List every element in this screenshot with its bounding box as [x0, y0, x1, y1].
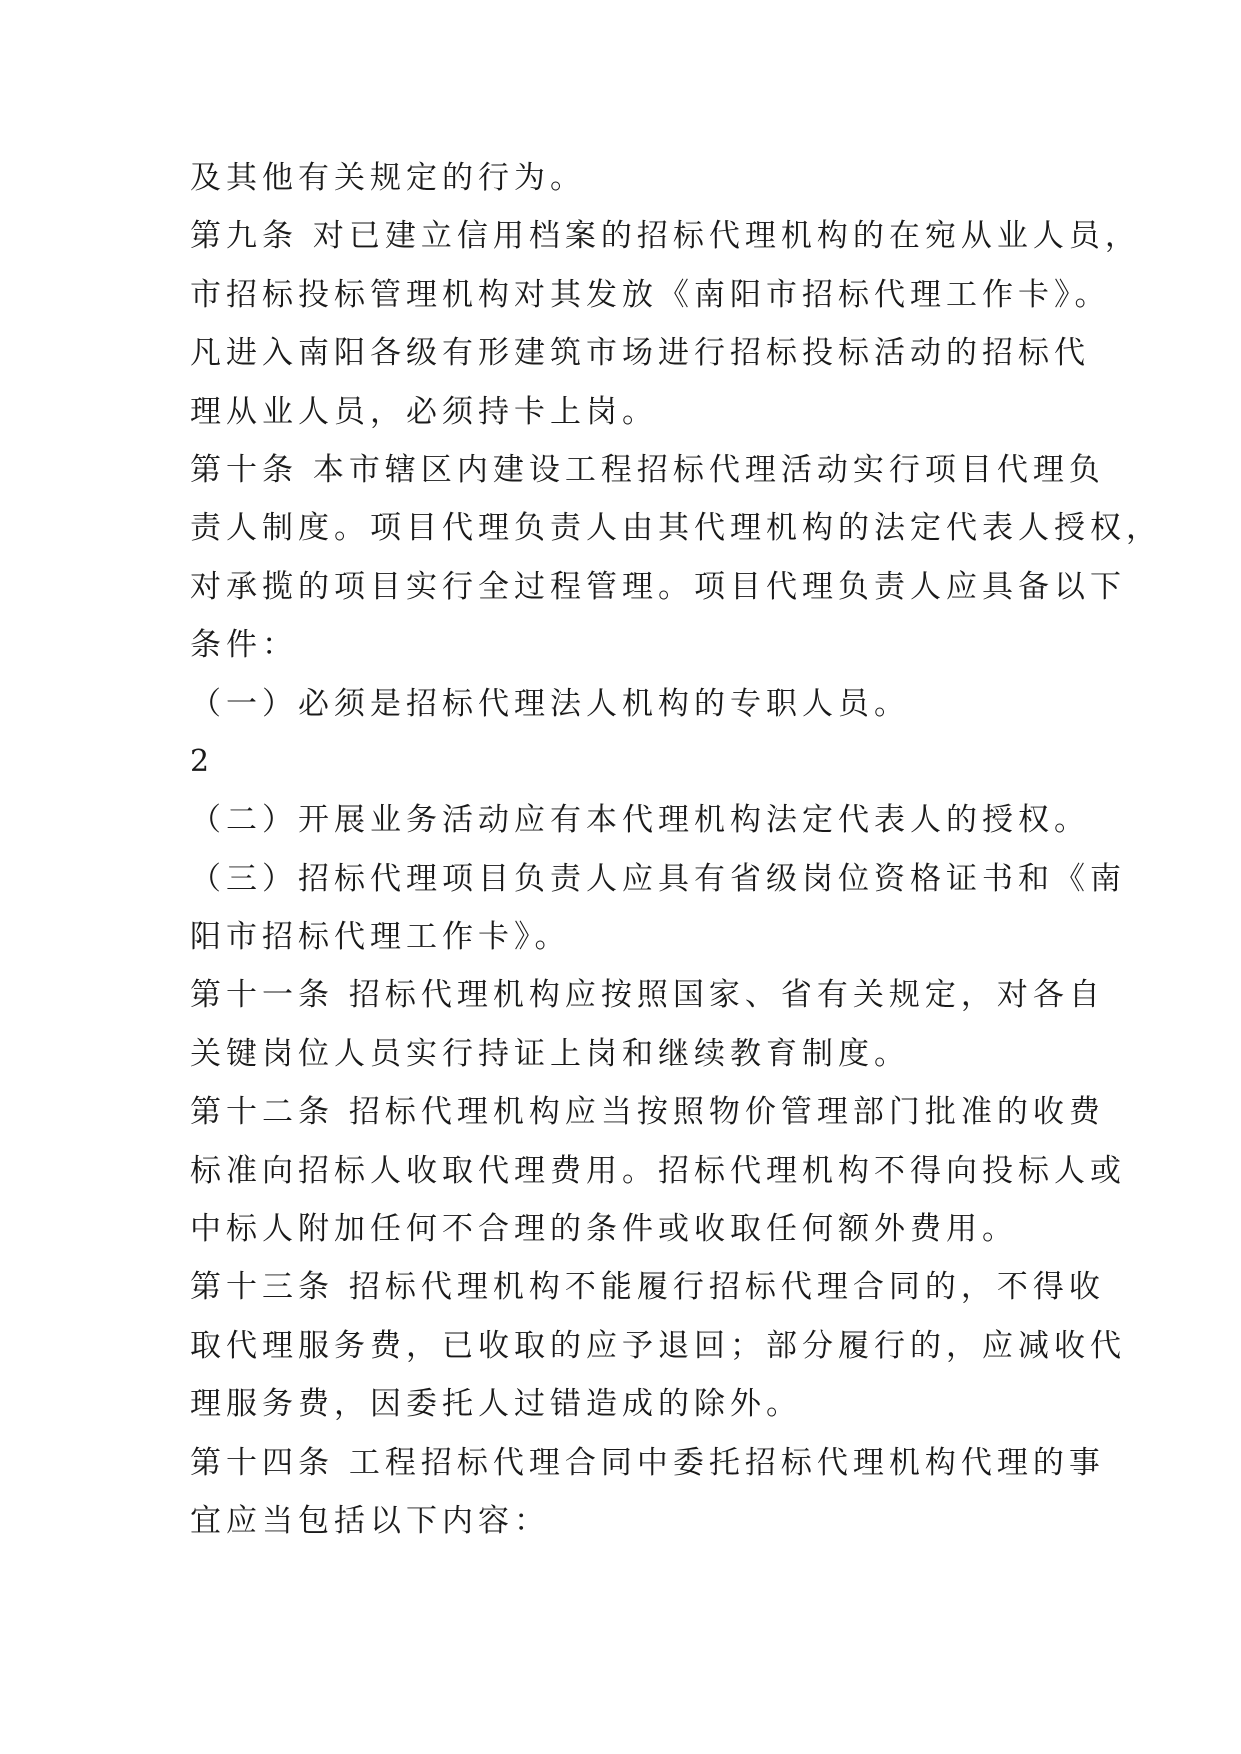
text-line: 关键岗位人员实行持证上岗和继续教育制度。 [190, 1035, 910, 1072]
list-item-3: （三）招标代理项目负责人应具有省级岗位资格证书和《南 [190, 860, 1126, 897]
text-line: 及其他有关规定的行为。 [190, 160, 586, 196]
article-9-heading-line: 第九条 对已建立信用档案的招标代理机构的在宛从业人员， [190, 218, 1141, 255]
text-line: 中标人附加任何不合理的条件或收取任何额外费用。 [190, 1211, 1018, 1248]
list-item-2: （二）开展业务活动应有本代理机构法定代表人的授权。 [190, 802, 1090, 839]
article-13-heading-line: 第十三条 招标代理机构不能履行招标代理合同的，不得收 [190, 1269, 1105, 1306]
document-body [190, 158, 1162, 1559]
list-item-1: （一）必须是招标代理法人机构的专职人员。 [190, 685, 910, 722]
text-line: 市招标投标管理机构对其发放《南阳市招标代理工作卡》。 [190, 276, 1111, 313]
article-14-heading-line: 第十四条 工程招标代理合同中委托招标代理机构代理的事 [190, 1444, 1105, 1481]
text-line: 凡进入南阳各级有形建筑市场进行招标投标活动的招标代 [190, 335, 1090, 372]
text-line: 理从业人员，必须持卡上岗。 [190, 393, 658, 430]
page-number: 2 [190, 743, 210, 779]
text-line: 取代理服务费，已收取的应予退回；部分履行的，应减收代 [190, 1327, 1126, 1364]
article-10-heading-line: 第十条 本市辖区内建设工程招标代理活动实行项目代理负 [190, 451, 1105, 488]
article-11-heading-line: 第十一条 招标代理机构应按照国家、省有关规定，对各自 [190, 977, 1105, 1014]
text-line: 阳市招标代理工作卡》。 [190, 919, 571, 956]
text-line: 责人制度。项目代理负责人由其代理机构的法定代表人授权， [190, 510, 1162, 547]
text-line: 标准向招标人收取代理费用。招标代理机构不得向投标人或 [190, 1152, 1126, 1189]
text-line: 条件： [190, 627, 298, 664]
text-line: 宜应当包括以下内容： [190, 1502, 550, 1539]
text-line: 理服务费，因委托人过错造成的除外。 [190, 1386, 802, 1423]
article-12-heading-line: 第十二条 招标代理机构应当按照物价管理部门批准的收费 [190, 1094, 1105, 1131]
text-line: 对承揽的项目实行全过程管理。项目代理负责人应具备以下 [190, 568, 1126, 605]
